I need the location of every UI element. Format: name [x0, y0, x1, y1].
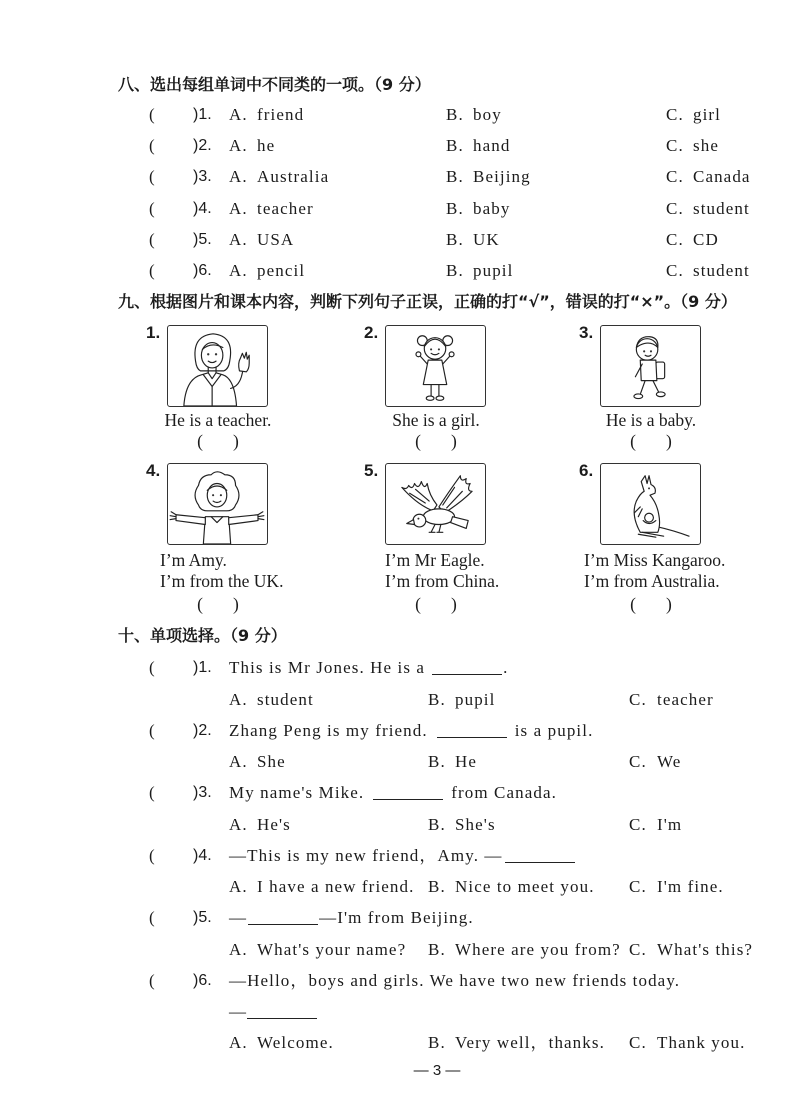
option-label-a: A.: [229, 939, 248, 959]
s8-question-4: [0, 193, 800, 224]
option-a: I have a new friend.: [257, 877, 415, 897]
picture-caption-line-1: I’m Miss Kangaroo.: [584, 550, 726, 570]
option-b: He: [455, 752, 478, 772]
option-label-b: B.: [446, 105, 464, 124]
option-label-a: A.: [229, 105, 248, 124]
option-label-b: B.: [428, 939, 446, 959]
option-b: She's: [455, 814, 496, 834]
picture-caption-line-2: I’m from the UK.: [160, 571, 284, 591]
picture-caption-line-1: I’m Amy.: [160, 550, 227, 570]
option-a: USA: [257, 229, 295, 249]
s8-question-3: [0, 161, 800, 192]
answer-blank: [373, 798, 443, 800]
s10-question-1-stem: [0, 652, 800, 683]
answer-paren: (: [149, 658, 156, 678]
option-label-c: C.: [629, 689, 647, 709]
option-label-a: A.: [229, 136, 248, 156]
option-label-b: B.: [428, 689, 446, 709]
question-stem: This is Mr Jones. He is a .: [229, 658, 509, 678]
option-label-a: A.: [229, 752, 248, 772]
kangaroo-icon: [600, 463, 701, 545]
option-a: pencil: [257, 260, 306, 280]
option-b: baby: [473, 198, 511, 218]
option-label-b: B.: [446, 198, 464, 218]
option-label-b: B.: [428, 752, 446, 772]
s10-question-6-stem: [0, 965, 800, 996]
option-b: boy: [473, 105, 502, 124]
option-c: We: [657, 752, 682, 772]
question-number: )4.: [193, 846, 212, 864]
s10-question-2-options: [0, 746, 800, 777]
question-number: )2.: [193, 137, 212, 155]
page-number: — 3 —: [413, 1062, 461, 1079]
picture-item-6: [579, 461, 800, 621]
answer-blank: [247, 1017, 317, 1019]
option-a: She: [257, 752, 286, 772]
question-stem-line-2: —: [229, 996, 317, 1027]
answer-blank: [505, 861, 575, 863]
option-label-c: C.: [666, 105, 684, 124]
eagle-icon: [385, 463, 486, 545]
option-label-c: C.: [629, 939, 647, 959]
s10-question-2-stem: [0, 715, 800, 746]
s10-question-5-stem: [0, 902, 800, 933]
picture-caption: He is a baby.: [605, 410, 697, 430]
answer-paren: (: [149, 198, 156, 218]
s8-question-6: [0, 255, 800, 286]
question-number: )3.: [193, 168, 212, 186]
answer-blank: [432, 673, 502, 675]
answer-parens: ( ): [630, 431, 672, 451]
answer-parens: ( ): [415, 594, 457, 614]
section-10-questions: [0, 652, 800, 1058]
question-number: )5.: [193, 909, 212, 927]
option-b: Very well，thanks.: [455, 1033, 605, 1053]
option-c: Thank you.: [657, 1033, 746, 1053]
option-label-a: A.: [229, 689, 248, 709]
option-a: friend: [257, 105, 305, 124]
picture-caption: He is a teacher.: [164, 410, 272, 430]
option-b: pupil: [473, 260, 514, 280]
option-a: teacher: [257, 198, 314, 218]
option-c: student: [693, 260, 750, 280]
question-number: )4.: [193, 199, 212, 217]
s10-question-4-stem: [0, 840, 800, 871]
option-label-c: C.: [666, 229, 684, 249]
option-label-a: A.: [229, 198, 248, 218]
picture-number: 2.: [364, 323, 379, 342]
s10-question-1-options: [0, 684, 800, 715]
boy-walking-icon: [600, 325, 701, 407]
option-label-b: B.: [446, 260, 464, 280]
answer-paren: (: [149, 970, 156, 990]
question-stem: —This is my new friend，Amy. —: [229, 840, 575, 871]
option-c: girl: [693, 105, 722, 124]
section-8-title: 八、选出每组单词中不同类的一项。（9 分）: [118, 75, 431, 94]
picture-caption-line-2: I’m from China.: [385, 571, 500, 591]
question-number: )5.: [193, 230, 212, 248]
option-a: Australia: [257, 167, 330, 187]
answer-paren: (: [149, 136, 156, 156]
girl-arms-up-icon: [385, 325, 486, 407]
picture-number: 6.: [579, 461, 594, 480]
option-c: student: [693, 198, 750, 218]
question-stem: — —I'm from Beijing.: [229, 908, 474, 928]
option-label-c: C.: [629, 814, 647, 834]
option-b: hand: [473, 136, 511, 156]
answer-parens: ( ): [197, 594, 239, 614]
woman-teacher-waving-icon: [167, 325, 268, 407]
picture-caption-line-1: I’m Mr Eagle.: [385, 550, 485, 570]
option-label-c: C.: [629, 877, 647, 897]
picture-item-2: [364, 323, 594, 483]
option-label-c: C.: [666, 198, 684, 218]
option-label-c: C.: [629, 1033, 647, 1053]
picture-number: 5.: [364, 461, 379, 480]
option-label-b: B.: [446, 136, 464, 156]
picture-caption-line-2: I’m from Australia.: [584, 571, 720, 591]
answer-paren: (: [149, 105, 156, 124]
question-number: )1.: [193, 106, 212, 123]
answer-paren: (: [149, 260, 156, 280]
answer-blank: [437, 736, 507, 738]
question-number: )6.: [193, 971, 212, 989]
answer-paren: (: [149, 167, 156, 187]
s10-question-5-options: [0, 934, 800, 965]
option-a: Welcome.: [257, 1033, 334, 1053]
question-stem: —Hello，boys and girls. We have two new friends today.: [229, 970, 681, 990]
option-c: Canada: [693, 167, 751, 187]
option-c: I'm: [657, 814, 683, 834]
s10-question-6-options: [0, 1027, 800, 1058]
option-label-b: B.: [428, 1033, 446, 1053]
option-a: he: [257, 136, 276, 156]
s10-question-3-stem: [0, 777, 800, 808]
option-label-b: B.: [446, 167, 464, 187]
option-label-a: A.: [229, 877, 248, 897]
option-b: pupil: [455, 689, 496, 709]
section-9-title: 九、根据图片和课本内容，判断下列句子正误，正确的打“√”，错误的打“×”。（9 分）: [118, 292, 737, 311]
option-label-a: A.: [229, 814, 248, 834]
option-b: Nice to meet you.: [455, 877, 595, 897]
picture-item-3: [579, 323, 800, 483]
picture-number: 3.: [579, 323, 594, 342]
answer-blank: [248, 923, 318, 925]
option-c: I'm fine.: [657, 877, 724, 897]
option-label-c: C.: [629, 752, 647, 772]
option-label-c: C.: [666, 167, 684, 187]
s10-question-6-stem-line-2: [0, 996, 800, 1027]
option-label-c: C.: [666, 260, 684, 280]
option-c: she: [693, 136, 719, 156]
question-stem: My name's Mike. from Canada.: [229, 783, 557, 803]
question-number: )3.: [193, 784, 212, 802]
answer-paren: (: [149, 908, 156, 928]
option-label-a: A.: [229, 1033, 248, 1053]
answer-paren: (: [149, 229, 156, 249]
option-label-c: C.: [666, 136, 684, 156]
option-c: teacher: [657, 689, 714, 709]
s8-question-2: [0, 130, 800, 161]
answer-parens: ( ): [630, 594, 672, 614]
option-label-a: A.: [229, 167, 248, 187]
s10-question-4-options: [0, 871, 800, 902]
section-8-questions: [0, 99, 800, 286]
option-label-a: A.: [229, 229, 248, 249]
s8-question-5: [0, 224, 800, 255]
answer-parens: ( ): [197, 431, 239, 451]
answer-paren: (: [149, 720, 156, 740]
question-number: )6.: [193, 261, 212, 279]
option-c: What's this?: [657, 939, 754, 959]
picture-number: 1.: [146, 323, 161, 342]
option-b: Where are you from?: [455, 939, 621, 959]
question-number: )2.: [193, 721, 212, 739]
picture-item-1: [146, 323, 379, 483]
question-number: )1.: [193, 659, 212, 677]
answer-paren: (: [149, 783, 156, 803]
option-a: student: [257, 689, 314, 709]
option-a: He's: [257, 814, 291, 834]
option-label-a: A.: [229, 260, 248, 280]
option-label-b: B.: [446, 229, 464, 249]
option-label-b: B.: [428, 877, 446, 897]
option-b: Beijing: [473, 167, 531, 187]
s8-question-1: [0, 99, 800, 130]
section-10-title: 十、单项选择。（9 分）: [118, 626, 287, 645]
picture-number: 4.: [146, 461, 161, 480]
answer-paren: (: [149, 845, 156, 865]
option-label-b: B.: [428, 814, 446, 834]
answer-parens: ( ): [415, 431, 457, 451]
option-c: CD: [693, 229, 719, 249]
girl-arms-open-icon: [167, 463, 268, 545]
option-b: UK: [473, 229, 500, 249]
question-stem: Zhang Peng is my friend. is a pupil.: [229, 720, 594, 740]
s10-question-3-options: [0, 809, 800, 840]
picture-caption: She is a girl.: [392, 410, 480, 430]
option-a: What's your name?: [257, 939, 407, 959]
